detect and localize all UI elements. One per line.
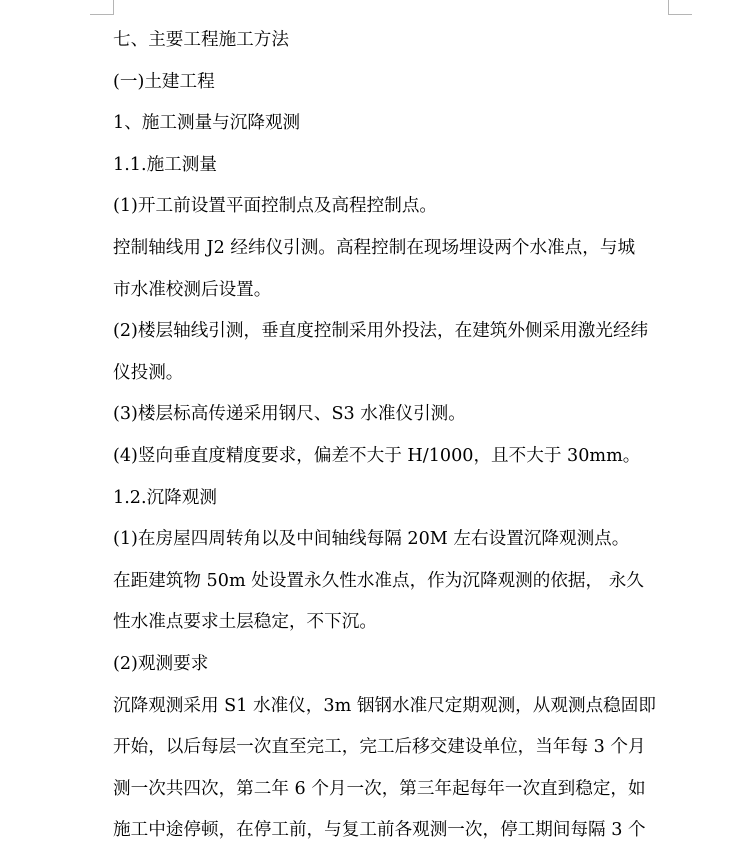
subitem-heading: 1.1.施工测量 [113, 154, 217, 175]
crop-mark-top-right-vertical [668, 0, 669, 15]
paragraph-line: 控制轴线用 J2 经纬仪引测。高程控制在现场埋设两个水准点，与城 [113, 237, 636, 258]
paragraph-line: 市水准校测后设置。 [113, 279, 272, 300]
crop-mark-top-left-vertical [113, 0, 114, 15]
section-heading: 七、主要工程施工方法 [113, 30, 289, 50]
paragraph-line: (1)在房屋四周转角以及中间轴线每隔 20M 左右设置沉降观测点。 [113, 529, 630, 550]
document-body [113, 20, 673, 852]
paragraph-line: 测一次共四次，第二年 6 个月一次，第三年起每年一次直到稳定，如 [113, 778, 646, 799]
paragraph-line: 仪投测。 [113, 362, 184, 383]
paragraph-line: 在距建筑物 50m 处设置永久性水准点，作为沉降观测的依据， 永久 [113, 570, 644, 591]
paragraph-line: 沉降观测采用 S1 水准仪，3m 铟钢水准尺定期观测，从观测点稳固即 [113, 695, 656, 716]
paragraph-line: 性水准点要求土层稳定，不下沉。 [113, 612, 377, 633]
subsection-heading: (一)土建工程 [113, 71, 215, 92]
paragraph-line: (2)楼层轴线引测，垂直度控制采用外投法，在建筑外侧采用激光经纬 [113, 321, 649, 342]
paragraph-line: (3)楼层标高传递采用钢尺、S3 水准仪引测。 [113, 404, 466, 425]
item-heading: 1、施工测量与沉降观测 [113, 113, 301, 134]
paragraph-line: (2)观测要求 [113, 653, 209, 674]
paragraph-line: (4)竖向垂直度精度要求，偏差不大于 H/1000，且不大于 30mm。 [113, 445, 641, 466]
subitem-heading: 1.2.沉降观测 [113, 487, 217, 508]
crop-mark-top-right-horizontal [668, 14, 692, 15]
paragraph-line: (1)开工前设置平面控制点及高程控制点。 [113, 196, 438, 217]
paragraph-line: 开始，以后每层一次直至完工，完工后移交建设单位，当年每 3 个月 [113, 737, 646, 758]
crop-mark-top-left-horizontal [90, 14, 114, 15]
paragraph-line: 施工中途停顿，在停工前，与复工前各观测一次，停工期间每隔 3 个 [113, 820, 646, 841]
